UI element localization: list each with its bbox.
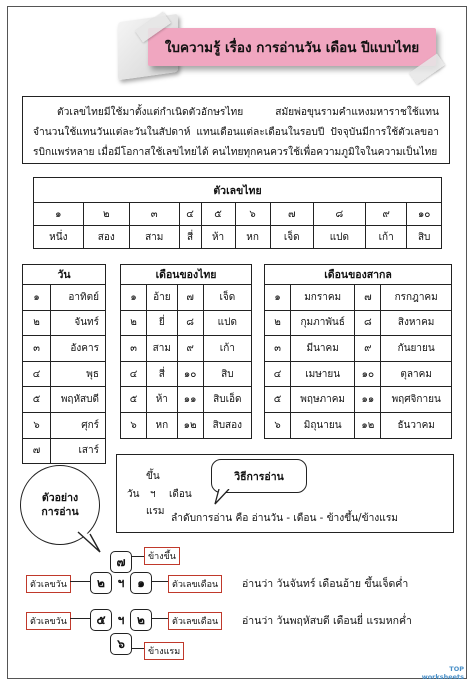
table-row [121,336,252,362]
day-name: จันทร์ [51,310,106,336]
day-number: ๒ [23,310,51,336]
month-number: ๓ [121,336,147,362]
month-name: มีนาคม [291,336,355,362]
day-digit-box: ๕ [90,609,112,631]
month-name: สิบ [203,361,251,387]
digit-cell: ๔ [179,203,201,226]
month-number: ๑ [265,285,291,311]
month-number: ๑๐ [355,361,381,387]
table-row [121,412,252,438]
digit-cell: ๙ [365,203,406,226]
days-header: วัน [23,265,106,285]
day-number: ๗ [23,438,51,464]
reading-method-box [116,454,454,533]
month-name: ยี่ [147,310,178,336]
intro-paragraph: ตัวเลขไทยมีใช้มาตั้งแต่กำเนิดตัวอักษรไทย สมัยพ่อขุนรามคำแหงมหาราชใช้แทนจำนวนใช้แทนวันแต่ละวันในสัปดาห์ แทนเดือนแต่ละเดือนในรอบปี ปัจจุบันมีการใช้ตัวเลขอารบิกแพร่หลาย เมื่อมีโอกาสใช้เลขไทยได้ คนไทยทุกคนควรใช้เพื่อความภูมิใจในความเป็นไทย [22,96,450,164]
month-number: ๑๑ [355,387,381,413]
digit-cell: ๓ [129,203,179,226]
words-row [34,226,442,249]
month-number: ๒ [265,310,291,336]
day-number: ๕ [23,387,51,413]
thai-months-header: เดือนของไทย [121,265,252,285]
digit-cell: ๒ [83,203,129,226]
month-name: เก้า [203,336,251,362]
month-name: ธันวาคม [381,412,452,438]
month-name: กันยายน [381,336,452,362]
month-number: ๘ [355,310,381,336]
example-title: ตัวอย่าง [41,492,79,504]
month-number: ๕ [121,387,147,413]
month-digit-box: ๑ [130,572,152,594]
digits-row [34,203,442,226]
reading-method-title: วิธีการอ่าน [211,459,307,493]
word-cell: สี่ [179,226,201,249]
table-row [23,336,106,362]
month-name: สาม [147,336,178,362]
reading-order-text: ลำดับการอ่าน คือ อ่านวัน - เดือน - ข้างขึ้น/ข้างแรม [171,513,399,524]
month-number: ๕ [265,387,291,413]
thai-months-table [120,264,252,439]
table-row [23,387,106,413]
intl-months-header: เดือนของสากล [265,265,452,285]
connector-line [132,648,144,649]
month-name: มิถุนายน [291,412,355,438]
month-number: ๙ [355,336,381,362]
month-number: ๙ [177,336,203,362]
month-number: ๑๒ [355,412,381,438]
example-reading: อ่านว่า วันพฤหัสบดี เดือนยี่ แรมหกค่ำ [242,615,412,627]
digit-cell: ๖ [235,203,270,226]
month-number: ๑๒ [177,412,203,438]
month-digit-box: ๒ [130,609,152,631]
day-number: ๓ [23,336,51,362]
month-number: ๓ [265,336,291,362]
yamok-symbol: ฯ [117,575,125,590]
connector-line [70,581,90,582]
month-number: ๘ [177,310,203,336]
table-row [121,387,252,413]
word-cell: เก้า [365,226,406,249]
speech-tail-icon [76,530,104,556]
month-name: กุมภาพันธ์ [291,310,355,336]
format-month: เดือน [169,489,192,500]
logo-text: worksheets [421,673,464,681]
table-row [23,438,106,464]
month-number: ๖ [121,412,147,438]
digit-cell: ๗ [270,203,313,226]
yamok-symbol: ฯ [117,612,125,627]
example-reading: อ่านว่า วันจันทร์ เดือนอ้าย ขึ้นเจ็ดค่ำ [242,578,409,590]
day-name: พุธ [51,361,106,387]
table-row [265,285,452,311]
word-cell: สิบ [407,226,442,249]
month-number: ๑ [121,285,147,311]
digit-cell: ๘ [313,203,365,226]
table-row [121,285,252,311]
word-cell: หก [235,226,270,249]
days-table [22,264,106,464]
site-logo [422,665,464,681]
month-name: ตุลาคม [381,361,452,387]
format-waxing: ขึ้น [146,471,160,482]
day-number: ๔ [23,361,51,387]
digit-cell: ๕ [201,203,235,226]
month-name: แปด [203,310,251,336]
format-symbol: ฯ [150,489,156,500]
month-name: สิงหาคม [381,310,452,336]
month-name: กรกฎาคม [381,285,452,311]
month-number: ๑๐ [177,361,203,387]
table-row [265,361,452,387]
table-row [121,310,252,336]
month-number: ๑๑ [177,387,203,413]
month-name: มกราคม [291,285,355,311]
logo-text: TOP [449,665,464,673]
day-number: ๖ [23,412,51,438]
word-cell: หนึ่ง [34,226,84,249]
month-number: ๔ [121,361,147,387]
connector-line [152,618,168,619]
table-row [23,361,106,387]
month-name: อ้าย [147,285,178,311]
table-row [23,310,106,336]
connector-line [70,618,90,619]
word-cell: เจ็ด [270,226,313,249]
day-name: เสาร์ [51,438,106,464]
day-number: ๑ [23,285,51,311]
table-row [265,387,452,413]
table-row [23,285,106,311]
digit-cell: ๑๐ [407,203,442,226]
connector-line [132,556,144,557]
month-name: เมษายน [291,361,355,387]
page-title: ใบความรู้ เรื่อง การอ่านวัน เดือน ปีแบบไทย [148,28,436,66]
day-number-tag: ตัวเลขวัน [26,612,71,630]
day-name: อังคาร [51,336,106,362]
month-number: ๖ [265,412,291,438]
intl-months-table [264,264,452,439]
connector-line [152,581,168,582]
thai-numerals-table [33,177,442,249]
month-name: เจ็ด [203,285,251,311]
month-name: สิบเอ็ด [203,387,251,413]
waning-digit-box: ๖ [110,633,132,655]
format-waning: แรม [146,506,165,517]
month-name: ห้า [147,387,178,413]
month-number: ๗ [177,285,203,311]
month-name: พฤษภาคม [291,387,355,413]
digit-cell: ๑ [34,203,84,226]
month-number-tag: ตัวเลขเดือน [168,575,222,593]
month-number: ๗ [355,285,381,311]
waxing-digit-box: ๗ [110,551,132,573]
day-digit-box: ๒ [90,572,112,594]
title-banner [118,18,443,80]
day-name: ศุกร์ [51,412,106,438]
table-row [121,361,252,387]
table-row [265,412,452,438]
word-cell: สอง [83,226,129,249]
table-row [23,412,106,438]
waxing-tag: ข้างขึ้น [144,547,180,565]
word-cell: ห้า [201,226,235,249]
format-day: วัน [127,489,140,500]
day-name: อาทิตย์ [51,285,106,311]
table-row [265,336,452,362]
day-name: พฤหัสบดี [51,387,106,413]
month-number: ๔ [265,361,291,387]
month-name: หก [147,412,178,438]
waning-tag: ข้างแรม [144,642,184,660]
word-cell: แปด [313,226,365,249]
word-cell: สาม [129,226,179,249]
table-row [265,310,452,336]
example-title: การอ่าน [41,506,79,518]
thai-numerals-header: ตัวเลขไทย [34,178,442,203]
day-number-tag: ตัวเลขวัน [26,575,71,593]
month-number: ๒ [121,310,147,336]
month-number-tag: ตัวเลขเดือน [168,612,222,630]
month-name: พฤศจิกายน [381,387,452,413]
speech-tail-icon [213,489,233,505]
month-name: สี่ [147,361,178,387]
month-name: สิบสอง [203,412,251,438]
